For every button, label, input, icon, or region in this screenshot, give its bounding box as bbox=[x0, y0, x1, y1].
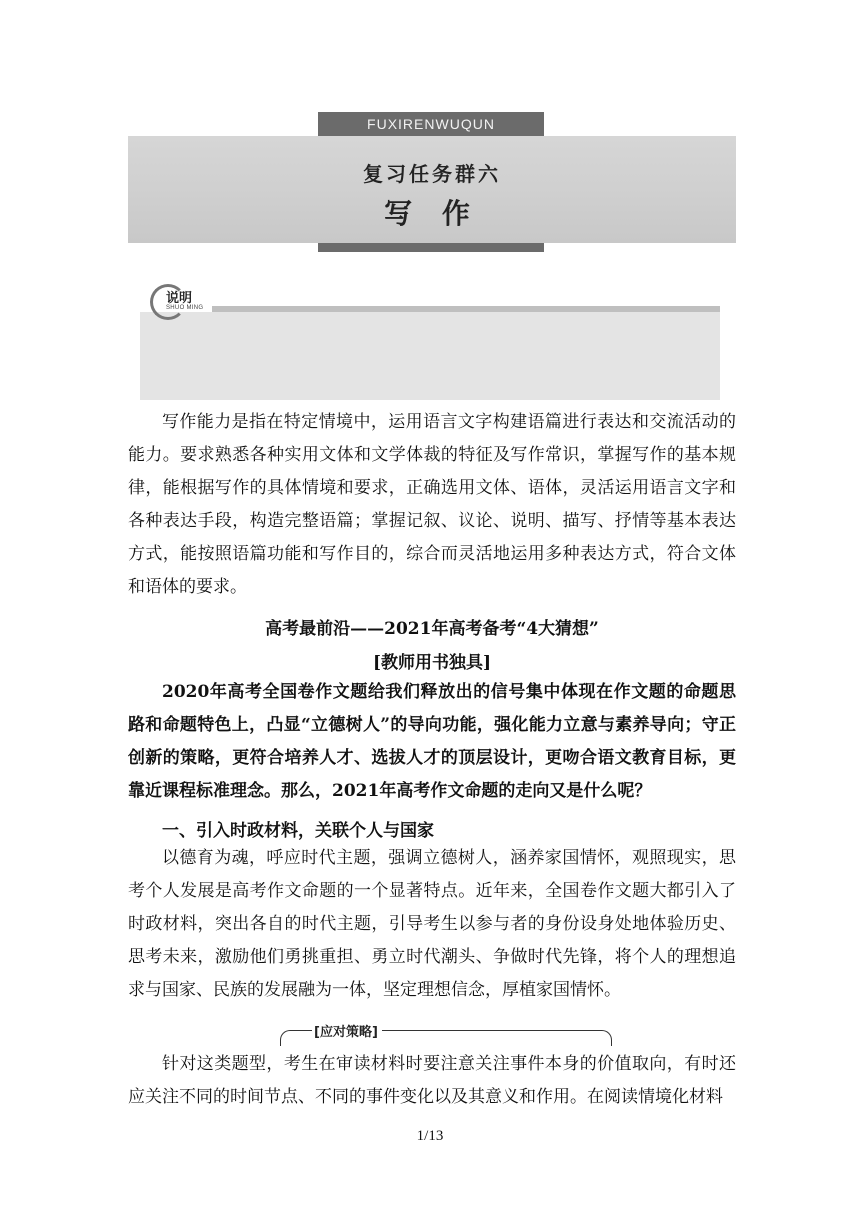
chapter-subtitle: 写 作 bbox=[384, 197, 480, 230]
strategy-label: [应对策略] bbox=[314, 1025, 378, 1040]
banner-pinyin-tab: FUXIRENWUQUN bbox=[318, 112, 544, 136]
chapter-title: 复习任务群六 bbox=[363, 162, 501, 186]
subsection-heading: 一、引入时政材料，关联个人与国家 bbox=[162, 821, 434, 841]
note-panel bbox=[140, 312, 720, 400]
strategy-paragraph: 针对这类题型，考生在审读材料时要注意关注事件本身的价值取向，有时还应关注不同的时间节点、不同的事件变化以及其意义和作用。在阅读情境化材料 bbox=[128, 1054, 736, 1107]
strategy-frame-left bbox=[280, 1030, 312, 1046]
intro-paragraph: 写作能力是指在特定情境中，运用语言文字构建语篇进行表达和交流活动的能力。要求熟悉各种实用文体和文学体裁的特征及写作常识，掌握写作的基本规律，能根据写作的具体情境和要求，正确选用文体、语体，灵活运用语言文字和各种表达手段，构造完整语篇；掌握记叙、议论、说明、描写、抒情等基本表达方式，能按照语篇功能和写作目的，综合而灵活地运用多种表达方式，符合文体和语体的要求。 bbox=[128, 412, 736, 597]
context-paragraph: 2020年高考全国卷作文题给我们释放出的信号集中体现在作文题的命题思路和命题特色上，凸显“立德树人”的导向功能，强化能力立意与素养导向；守正创新的策略，更符合培养人才、选拔人才的顶层设计，更吻合语文教育目标，更靠近课程标准理念。那么，2021年高考作文命题的走向又是什么呢？ bbox=[128, 682, 736, 801]
strategy-frame-right bbox=[382, 1030, 612, 1046]
note-divider bbox=[212, 306, 720, 312]
teacher-note: [教师用书独具] bbox=[372, 653, 492, 673]
banner-bottom-bar bbox=[318, 243, 544, 252]
policy-paragraph: 以德育为魂，呼应时代主题，强调立德树人，涵养家国情怀，观照现实，思考个人发展是高考作文命题的一个显著特点。近年来，全国卷作文题大都引入了时政材料，突出各自的时代主题，引导考生以参与者的身份设身处地体验历史、思考未来，激励他们勇挑重担、勇立时代潮头、争做时代先锋，将个人的理想追求与国家、民族的发展融为一体，坚定理想信念，厚植家国情怀。 bbox=[128, 848, 736, 1000]
section-heading: 高考最前沿——2021年高考备考“4大猜想” bbox=[265, 619, 599, 639]
note-label: 说明 bbox=[166, 291, 193, 306]
note-label-pinyin: SHUO MING bbox=[166, 305, 204, 311]
page-number: 1/13 bbox=[416, 1128, 444, 1144]
